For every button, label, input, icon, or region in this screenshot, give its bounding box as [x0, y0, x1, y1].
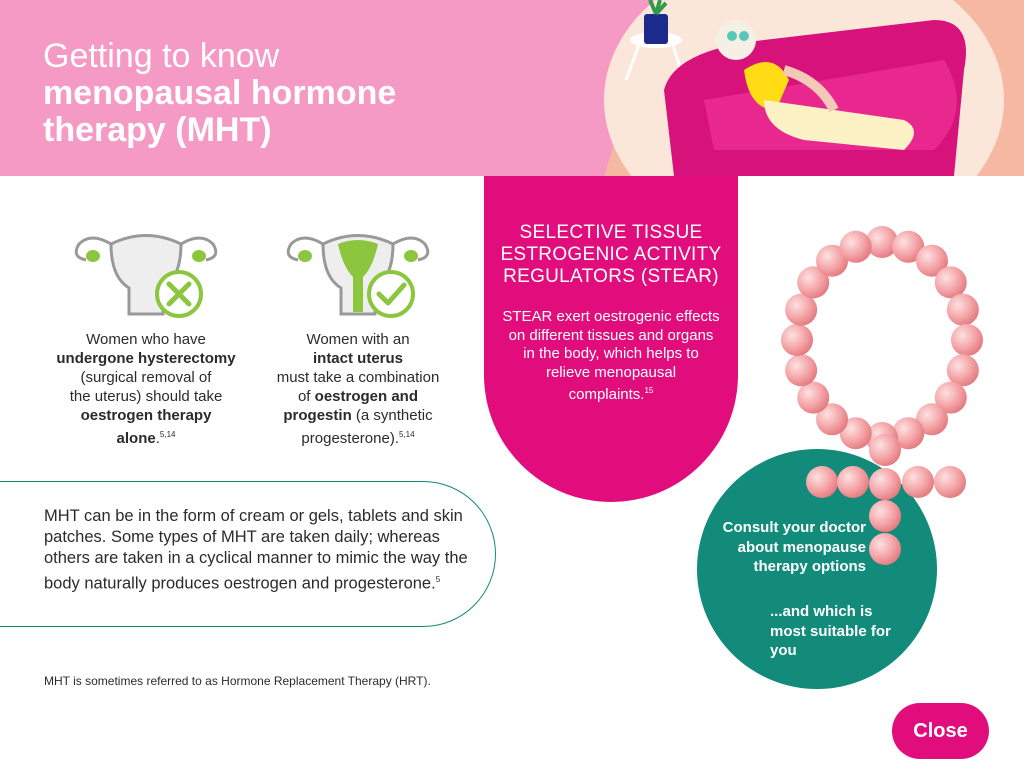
- bead: [785, 354, 817, 386]
- intact-bold-1: intact uterus: [312, 350, 403, 367]
- bead: [892, 417, 924, 449]
- bead: [892, 231, 924, 263]
- hyst-text-2: (surgical removal of: [80, 369, 212, 386]
- hyst-bold-3: alone: [116, 430, 156, 447]
- hysterectomy-text: Women who have undergone hysterectomy (surgical removal of the uterus) should take oestrogen therapy alone.$^{5,14}$: [56, 331, 236, 447]
- bead: [866, 422, 898, 454]
- bead: [785, 294, 817, 326]
- forms-ref: 5: [435, 575, 441, 584]
- hysterectomy-card: [40, 222, 252, 448]
- intact-bold-3: progestin: [283, 407, 352, 424]
- hyst-text-3: the uterus) should take: [69, 388, 223, 405]
- intact-text-1: Women with an: [306, 331, 410, 348]
- bead: [947, 294, 979, 326]
- stear-body-text: STEAR exert oestrogenic effects on different tissues and organs in the body, which helps to relieve menopausal complaints.: [502, 308, 720, 403]
- bead: [797, 382, 829, 414]
- stear-title: SELECTIVE TISSUE ESTROGENIC ACTIVITY REGULATORS (STEAR): [500, 222, 722, 287]
- intact-text-4: (a synthetic: [355, 407, 433, 424]
- intact-text-5: progesterone).: [301, 430, 399, 447]
- consult-text: Consult your doctor about menopause therapy options: [722, 519, 866, 575]
- intact-text: [258, 330, 458, 448]
- hrt-footnote: MHT is sometimes referred to as Hormone Replacement Therapy (HRT).: [44, 674, 431, 688]
- bead: [935, 266, 967, 298]
- title-line-3: therapy (MHT): [43, 111, 272, 149]
- bead: [781, 324, 813, 356]
- hyst-bold-2: oestrogen therapy: [80, 407, 212, 424]
- forms-body: MHT can be in the form of cream or gels, tablets and skin patches. Some types of MHT are taken daily; whereas others are taken in a cyclical manner to mimic the way the body naturally produces oestrogen and progesterone.: [44, 507, 468, 593]
- bead: [816, 245, 848, 277]
- intact-text-2: must take a combination: [276, 369, 440, 386]
- stear-panel: [484, 176, 738, 502]
- bead: [935, 382, 967, 414]
- bead: [797, 266, 829, 298]
- bead: [934, 466, 966, 498]
- hyst-ref: 5,14: [159, 430, 176, 439]
- bead: [947, 354, 979, 386]
- bead: [816, 403, 848, 435]
- stear-body: [502, 308, 720, 405]
- title-line-2: menopausal hormone: [43, 74, 397, 112]
- page-title: [43, 38, 396, 149]
- bead: [840, 231, 872, 263]
- suitable-text: ...and which is most suitable for you: [770, 603, 891, 659]
- bead: [869, 434, 901, 466]
- uterus-cross-icon: [71, 222, 221, 322]
- mht-forms-box: [0, 481, 496, 627]
- intact-uterus-card: [258, 222, 458, 448]
- mht-forms-text: [44, 506, 484, 595]
- intact-text-3: of: [297, 388, 311, 405]
- woman-relaxing-illustration: [604, 0, 1024, 176]
- uterus-check-icon: [283, 222, 433, 322]
- bead: [840, 417, 872, 449]
- intact-bold-2: oestrogen and: [314, 388, 419, 405]
- hyst-bold-1: undergone hysterectomy: [56, 350, 236, 367]
- bead: [916, 403, 948, 435]
- hyst-text-1: Women who have: [86, 331, 206, 348]
- header-banner: [0, 0, 1024, 176]
- stear-ref: 15: [644, 386, 654, 395]
- intact-ref: 5,14: [398, 430, 415, 439]
- bead: [866, 226, 898, 258]
- bead: [951, 324, 983, 356]
- bead: [916, 245, 948, 277]
- title-line-1: Getting to know: [43, 37, 280, 75]
- close-button[interactable]: Close: [892, 703, 989, 759]
